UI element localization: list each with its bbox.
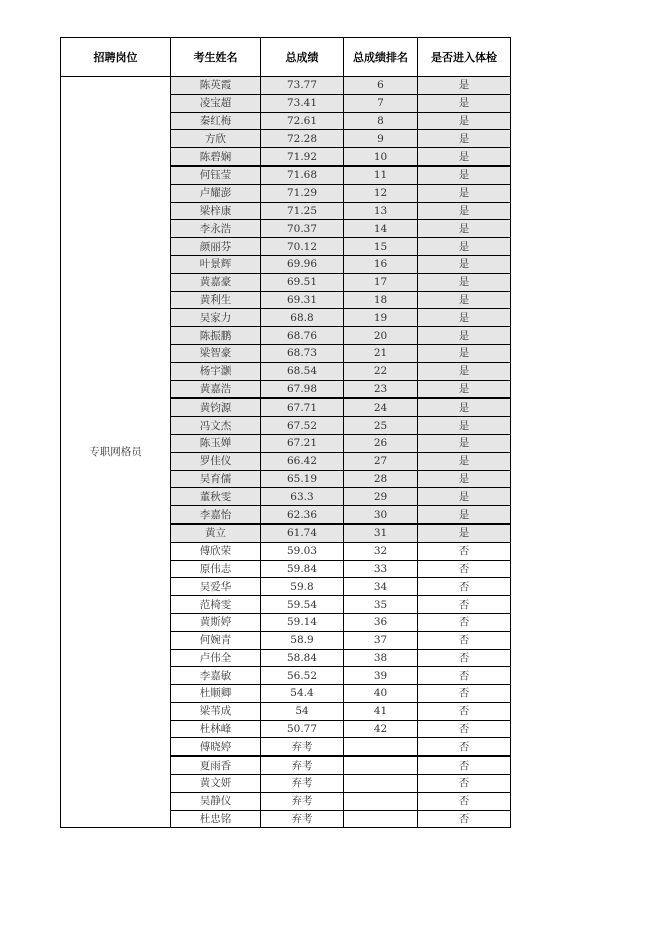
physical-exam-status: 否 [418,702,511,720]
physical-exam-status: 是 [418,184,511,202]
physical-exam-status: 是 [418,238,511,256]
header-row [61,38,511,77]
physical-exam-status: 否 [418,738,511,756]
total-score: 70.37 [261,220,344,238]
candidate-name: 杨宇灏 [171,362,261,380]
total-score: 68.76 [261,327,344,345]
physical-exam-status: 是 [418,77,511,95]
score-rank: 23 [344,380,418,398]
score-rank: 26 [344,434,418,452]
candidate-name: 傅晓婷 [171,738,261,756]
score-rank: 22 [344,362,418,380]
candidate-name: 吴爱华 [171,578,261,596]
total-score: 67.71 [261,398,344,416]
score-rank: 18 [344,291,418,309]
total-score: 71.29 [261,184,344,202]
total-score: 68.73 [261,344,344,362]
physical-exam-status: 否 [418,578,511,596]
score-rank: 21 [344,344,418,362]
score-rank: 31 [344,524,418,542]
candidate-name: 杜顺卿 [171,685,261,703]
physical-exam-status: 是 [418,94,511,112]
candidate-name: 吴静仪 [171,792,261,810]
score-rank [344,810,418,828]
score-rank [344,738,418,756]
candidate-name: 黄利生 [171,291,261,309]
total-score: 72.61 [261,112,344,130]
header-position: 招聘岗位 [61,38,171,77]
physical-exam-status: 否 [418,631,511,649]
physical-exam-status: 是 [418,344,511,362]
candidate-name: 颜丽芬 [171,238,261,256]
candidate-name: 陈碧娴 [171,148,261,166]
score-rank: 19 [344,309,418,327]
candidate-name: 陈英霞 [171,77,261,95]
total-score: 61.74 [261,524,344,542]
total-score: 58.9 [261,631,344,649]
physical-exam-status: 是 [418,255,511,273]
total-score: 67.98 [261,380,344,398]
physical-exam-status: 是 [418,130,511,148]
candidate-name: 黄斯婷 [171,613,261,631]
physical-exam-status: 是 [418,470,511,488]
candidate-name: 夏雨香 [171,756,261,774]
candidate-name: 凌宝超 [171,94,261,112]
physical-exam-status: 是 [418,362,511,380]
total-score: 弃考 [261,756,344,774]
total-score: 73.41 [261,94,344,112]
candidate-name: 黄嘉浩 [171,380,261,398]
physical-exam-status: 是 [418,488,511,506]
physical-exam-status: 否 [418,542,511,560]
total-score: 65.19 [261,470,344,488]
total-score: 67.52 [261,417,344,435]
physical-exam-status: 是 [418,434,511,452]
physical-exam-status: 否 [418,596,511,614]
candidate-name: 原伟志 [171,560,261,578]
physical-exam-status: 是 [418,220,511,238]
physical-exam-status: 是 [418,327,511,345]
score-rank: 39 [344,667,418,685]
total-score: 68.8 [261,309,344,327]
physical-exam-status: 是 [418,148,511,166]
score-rank: 24 [344,398,418,416]
total-score: 弃考 [261,810,344,828]
candidate-name: 卢伟全 [171,649,261,667]
candidate-name: 黄立 [171,524,261,542]
physical-exam-status: 否 [418,685,511,703]
total-score: 71.92 [261,148,344,166]
physical-exam-status: 否 [418,560,511,578]
physical-exam-status: 否 [418,667,511,685]
candidate-name: 黄钧源 [171,398,261,416]
total-score: 59.84 [261,560,344,578]
score-rank: 42 [344,720,418,738]
physical-exam-status: 是 [418,202,511,220]
total-score: 69.51 [261,273,344,291]
candidate-name: 李嘉敏 [171,667,261,685]
total-score: 弃考 [261,792,344,810]
candidate-name: 梁梓康 [171,202,261,220]
score-rank: 30 [344,506,418,524]
position-cell: 专职网格员 [61,77,171,828]
total-score: 66.42 [261,452,344,470]
score-rank: 41 [344,702,418,720]
total-score: 62.36 [261,506,344,524]
candidate-name: 叶景辉 [171,255,261,273]
score-rank: 28 [344,470,418,488]
total-score: 56.52 [261,667,344,685]
physical-exam-status: 是 [418,273,511,291]
candidate-name: 方欣 [171,130,261,148]
total-score: 59.03 [261,542,344,560]
score-rank: 12 [344,184,418,202]
score-rank: 10 [344,148,418,166]
candidate-name: 杜林峰 [171,720,261,738]
candidate-name: 李嘉怡 [171,506,261,524]
candidate-name: 范椅雯 [171,596,261,614]
total-score: 59.14 [261,613,344,631]
candidate-name: 何婉青 [171,631,261,649]
physical-exam-status: 否 [418,792,511,810]
candidate-name: 李永浩 [171,220,261,238]
physical-exam-status: 否 [418,613,511,631]
physical-exam-status: 是 [418,112,511,130]
physical-exam-status: 否 [418,649,511,667]
physical-exam-status: 是 [418,380,511,398]
score-rank: 27 [344,452,418,470]
score-rank: 29 [344,488,418,506]
score-rank: 7 [344,94,418,112]
header-name: 考生姓名 [171,38,261,77]
total-score: 59.8 [261,578,344,596]
total-score: 50.77 [261,720,344,738]
candidate-name: 卢耀澎 [171,184,261,202]
candidate-name: 吴育儒 [171,470,261,488]
candidate-name: 梁智豪 [171,344,261,362]
candidate-name: 董秋雯 [171,488,261,506]
total-score: 69.31 [261,291,344,309]
candidate-name: 秦红梅 [171,112,261,130]
physical-exam-status: 是 [418,417,511,435]
total-score: 73.77 [261,77,344,95]
score-rank: 35 [344,596,418,614]
score-rank [344,756,418,774]
total-score: 弃考 [261,738,344,756]
total-score: 71.68 [261,166,344,184]
score-rank: 6 [344,77,418,95]
candidate-name: 陈玉婵 [171,434,261,452]
physical-exam-status: 是 [418,291,511,309]
candidate-name: 傅欣荣 [171,542,261,560]
score-rank: 40 [344,685,418,703]
header-physical-exam: 是否进入体检 [418,38,511,77]
total-score: 68.54 [261,362,344,380]
total-score: 69.96 [261,255,344,273]
total-score: 71.25 [261,202,344,220]
score-rank: 37 [344,631,418,649]
candidate-name: 陈振鹏 [171,327,261,345]
table-row [61,77,511,95]
physical-exam-status: 否 [418,775,511,793]
candidate-name: 冯文杰 [171,417,261,435]
score-rank: 9 [344,130,418,148]
physical-exam-status: 是 [418,398,511,416]
candidate-name: 罗佳仪 [171,452,261,470]
physical-exam-status: 是 [418,524,511,542]
physical-exam-status: 否 [418,756,511,774]
candidate-name: 何钰莹 [171,166,261,184]
score-rank: 33 [344,560,418,578]
total-score: 59.54 [261,596,344,614]
header-rank: 总成绩排名 [344,38,418,77]
score-rank: 15 [344,238,418,256]
physical-exam-status: 是 [418,309,511,327]
candidate-name: 黄文妍 [171,775,261,793]
score-rank: 38 [344,649,418,667]
score-rank: 20 [344,327,418,345]
total-score: 63.3 [261,488,344,506]
total-score: 72.28 [261,130,344,148]
score-rank: 13 [344,202,418,220]
total-score: 70.12 [261,238,344,256]
total-score: 弃考 [261,775,344,793]
score-rank: 14 [344,220,418,238]
physical-exam-status: 否 [418,810,511,828]
score-rank: 16 [344,255,418,273]
header-score: 总成绩 [261,38,344,77]
physical-exam-status: 否 [418,720,511,738]
score-rank: 36 [344,613,418,631]
score-rank: 34 [344,578,418,596]
total-score: 67.21 [261,434,344,452]
total-score: 58.84 [261,649,344,667]
score-rank [344,792,418,810]
candidate-name: 杜忠铭 [171,810,261,828]
physical-exam-status: 是 [418,506,511,524]
results-table [60,37,511,828]
score-rank: 17 [344,273,418,291]
score-rank [344,775,418,793]
score-rank: 32 [344,542,418,560]
score-rank: 11 [344,166,418,184]
total-score: 54.4 [261,685,344,703]
physical-exam-status: 是 [418,452,511,470]
score-rank: 25 [344,417,418,435]
candidate-name: 黄嘉豪 [171,273,261,291]
score-rank: 8 [344,112,418,130]
candidate-name: 吴家力 [171,309,261,327]
total-score: 54 [261,702,344,720]
physical-exam-status: 是 [418,166,511,184]
candidate-name: 梁苇成 [171,702,261,720]
